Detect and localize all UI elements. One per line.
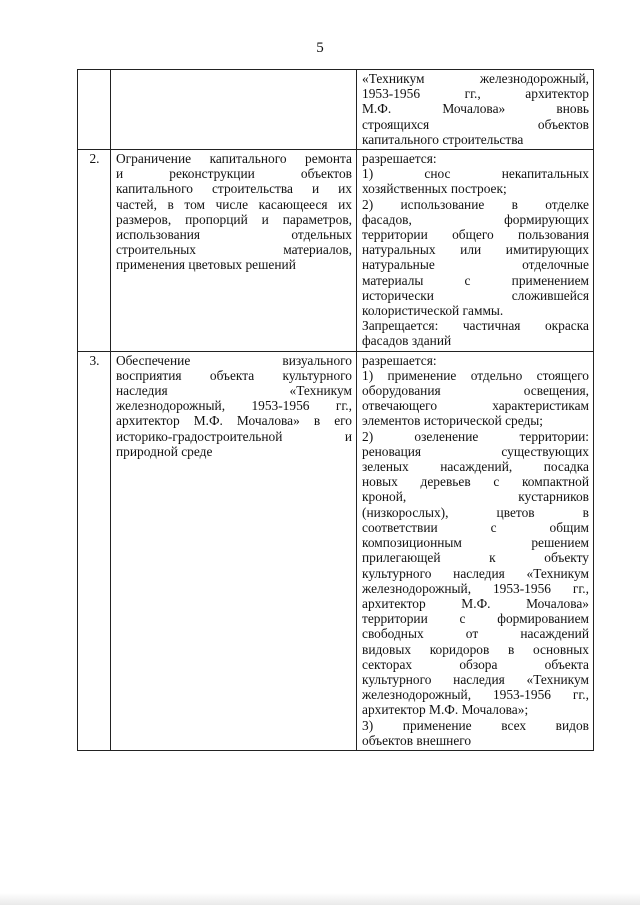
requirement-paragraph [362,197,589,319]
requirement-cell [357,70,594,150]
table-row [78,70,594,150]
requirement-line: 1) применение отдельно стоящего [362,367,589,383]
requirement-line: капитального строительства [362,131,524,147]
restriction-name-cell [111,351,357,750]
requirement-line: отвечающего характеристикам [362,398,589,414]
requirement-line: секторах обзора объекта [362,656,589,672]
requirement-paragraph [362,71,589,147]
requirement-line: 1953-1956 гг., архитектор [362,86,589,102]
restriction-name-cell [111,150,357,352]
restriction-name-line: Обеспечение визуального [116,352,352,368]
requirement-line: материалы с применением [362,272,589,288]
requirement-line: фасадов зданий [362,333,452,349]
restriction-name-line: архитектор М.Ф. Мочалова» в его [116,413,352,429]
requirement-line: (низкорослых), цветов в [362,504,589,520]
requirement-line: 2) озеленение территории: [362,428,589,444]
row-number [78,70,111,150]
requirement-line: прилегающей к объекту [362,550,589,566]
requirement-line: соответствии с общим [362,519,589,535]
page-number: 5 [316,40,324,56]
requirement-line: хозяйственных построек; [362,181,507,197]
requirement-paragraph [362,368,589,429]
regulations-table [77,69,594,751]
restriction-name-line: природной среде [116,443,213,459]
restriction-name-line: использования отдельных [116,227,352,243]
requirement-line: строящихся объектов [362,116,589,132]
requirement-line: реновация существующих [362,443,589,459]
requirement-line: территории с формированием [362,611,589,627]
requirement-paragraph [362,318,589,348]
restriction-name-line: размеров, пропорций и параметров, [116,211,352,227]
scan-bottom-edge [0,893,640,905]
requirement-line: свободных от насаждений [362,626,589,642]
row-number: 3. [78,351,111,750]
requirement-line: колористической гаммы. [362,303,504,319]
requirement-line: архитектор М.Ф. Мочалова»; [362,702,529,718]
restriction-name-line: восприятия объекта культурного [116,367,352,383]
restriction-name-cell [111,70,357,150]
requirement-line: 2) использование в отделке [362,196,589,212]
requirement-line: железнодорожный, 1953-1956 гг., [362,687,589,703]
requirement-paragraph [362,151,589,166]
requirement-line: натуральных или имитирующих [362,242,589,258]
requirement-line: территории общего пользования [362,227,589,243]
requirement-line: архитектор М.Ф. Мочалова» [362,595,589,611]
requirement-cell [357,150,594,352]
requirement-line: разрешается: [362,352,437,368]
restriction-name-line: капитального строительства и их [116,181,352,197]
restriction-name-line: частей, в том числе касающееся их [116,196,352,212]
table-row [78,150,594,352]
table-row [78,351,594,750]
requirement-line: натуральные отделочные [362,257,589,273]
requirement-line: культурного наследия «Техникум [362,671,589,687]
requirement-line: 3) применение всех видов [362,717,589,733]
requirement-line: «Техникум железнодорожный, [362,71,589,86]
row-number: 2. [78,150,111,352]
requirement-line: культурного наследия «Техникум [362,565,589,581]
restriction-name-line: строительных материалов, [116,242,352,258]
restriction-name-line: историко-градостроительной и [116,428,352,444]
requirement-line: исторически сложившейся [362,287,589,303]
requirement-line: композиционным решением [362,535,589,551]
restriction-name-line: и реконструкции объектов [116,166,352,182]
requirement-line: разрешается: [362,151,437,167]
requirement-line: 1) снос некапитальных [362,166,589,182]
restriction-name-line: железнодорожный, 1953-1956 гг., [116,398,352,414]
requirement-paragraph [362,353,589,368]
requirement-line: фасадов, формирующих [362,211,589,227]
requirement-paragraph [362,429,589,718]
requirement-line: кроной, кустарников [362,489,589,505]
restriction-name-line: применения цветовых решений [116,257,296,273]
requirement-paragraph [362,718,589,748]
requirement-line: железнодорожный, 1953-1956 гг., [362,580,589,596]
requirement-paragraph [362,166,589,196]
requirement-line: оборудования освещения, [362,383,589,399]
requirement-line: объектов внешнего [362,732,472,748]
requirement-line: М.Ф. Мочалова» вновь [362,101,589,117]
requirement-line: Запрещается: частичная окраска [362,318,589,334]
requirement-line: элементов исторической среды; [362,413,544,429]
requirement-line: видовых коридоров в основных [362,641,589,657]
requirement-line: новых деревьев с компактной [362,474,589,490]
requirement-cell [357,351,594,750]
restriction-name-line: Ограничение капитального ремонта [116,151,352,167]
requirement-line: зеленых насаждений, посадка [362,459,589,475]
restriction-name-line: наследия «Техникум [116,383,352,399]
